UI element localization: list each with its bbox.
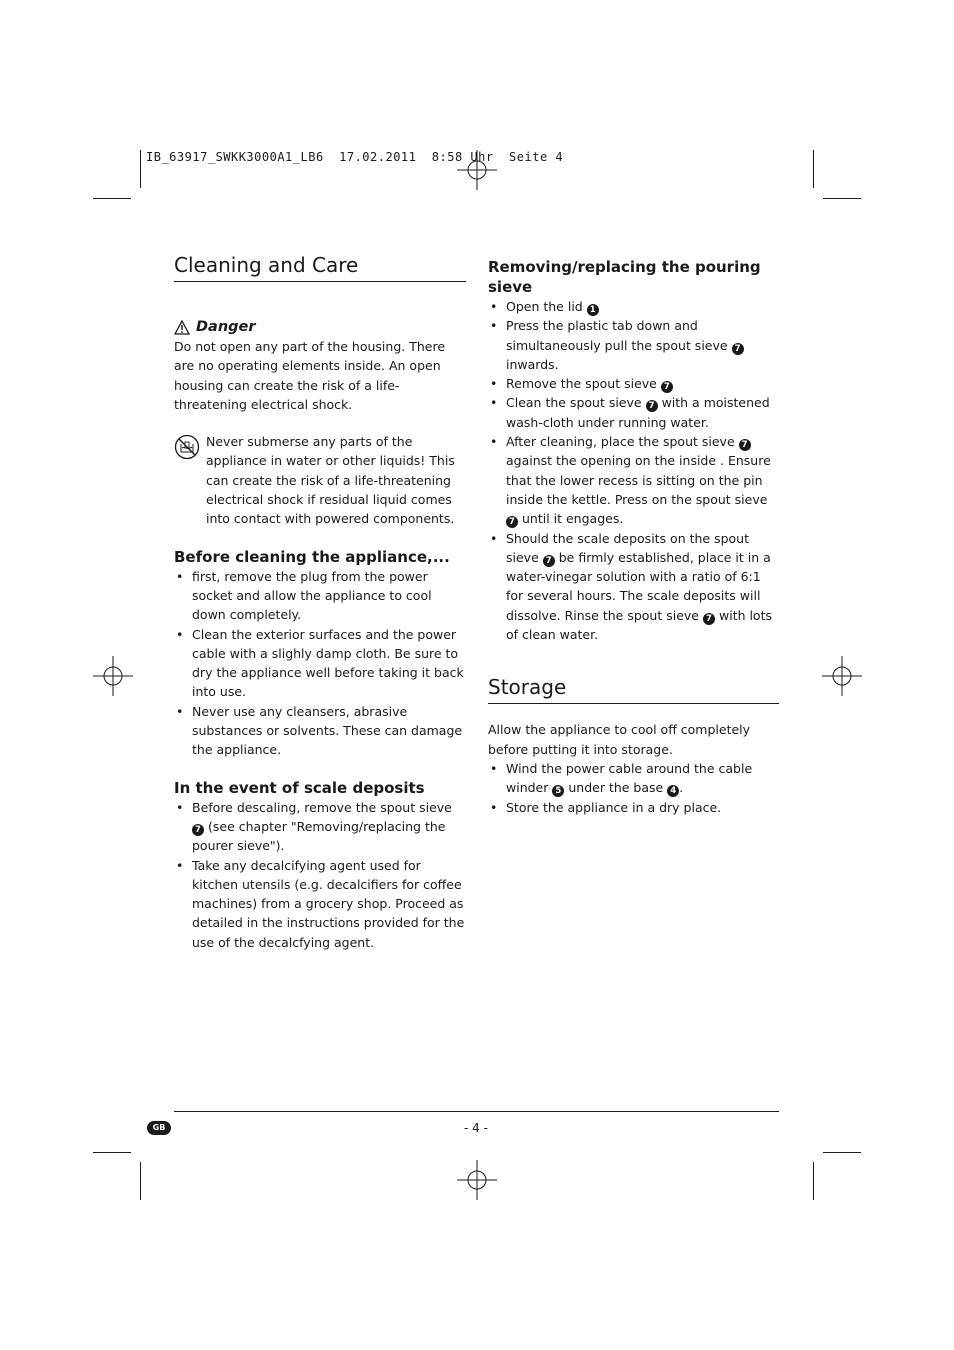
section-title-cleaning: Cleaning and Care [174, 252, 466, 282]
crop-mark [813, 150, 814, 188]
submerse-warning-block [174, 432, 466, 528]
registration-mark-icon [822, 656, 862, 696]
footer-divider [174, 1111, 779, 1112]
crop-mark [93, 198, 131, 199]
storage-intro: Allow the appliance to cool off completely before putting it into storage. [488, 722, 751, 757]
submerse-warning-text: Never submerse any parts of the appliance in water or other liquids! This can create the risk of a life-threatening electrical shock if residual liquid comes into contact with powered components. [206, 434, 455, 527]
danger-heading [174, 317, 466, 337]
list-item: • Take any decalcifying agent used for kitchen utensils (e.g. decalcifiers for coffee machines) from a grocery shop. Proceed as detailed in the instructions provided for the use of the decalcfying agent. [174, 856, 466, 952]
danger-text: Do not open any part of the housing. There are no operating elements inside. An open housing can create the risk of a life-threatening electrical shock. [174, 339, 446, 412]
list-item: • Should the scale deposits on the spout sieve 7 be firmly established, place it in a water-vinegar solution with a ratio of 6:1 for several hours. The scale deposits will dissolve. Rinse the spout sieve 7 with lots of clean water. [488, 529, 779, 645]
crop-mark [823, 198, 861, 199]
part-number-badge: 7 [739, 439, 751, 451]
scale-deposits-heading: In the event of scale deposits [174, 778, 425, 797]
section-title-storage: Storage [488, 674, 779, 704]
crop-mark [813, 1162, 814, 1200]
page-number: - 4 - [464, 1121, 488, 1135]
crop-mark [140, 1162, 141, 1200]
list-item: • Store the appliance in a dry place. [488, 798, 779, 817]
list-item: • Clean the spout sieve 7 with a moistened wash-cloth under running water. [488, 393, 779, 432]
part-number-badge: 5 [552, 785, 564, 797]
part-number-badge: 7 [703, 613, 715, 625]
language-badge: GB [147, 1121, 171, 1135]
part-number-badge: 7 [506, 516, 518, 528]
list-item: • After cleaning, place the spout sieve 7 against the opening on the inside . Ensure that the lower recess is sitting on the pin inside the kettle. Press on the spout sieve 7 until it engages. [488, 432, 779, 528]
registration-mark-icon [93, 656, 133, 696]
pouring-sieve-list [488, 297, 779, 644]
list-item: • Remove the spout sieve 7 [488, 374, 779, 393]
part-number-badge: 7 [543, 555, 555, 567]
list-item: • Before descaling, remove the spout sieve 7 (see chapter "Removing/replacing the pourer sieve"). [174, 798, 466, 856]
right-column [488, 257, 779, 817]
part-number-badge: 4 [667, 785, 679, 797]
part-number-badge: 7 [646, 400, 658, 412]
print-slug-line: IB_63917_SWKK3000A1_LB6 17.02.2011 8:58 Uhr Seite 4 [146, 150, 564, 164]
part-number-badge: 7 [192, 824, 204, 836]
list-item: • Never use any cleansers, abrasive substances or solvents. These can damage the appliance. [174, 702, 466, 760]
crop-mark [823, 1152, 861, 1153]
list-item: • Open the lid 1 [488, 297, 779, 316]
left-column [174, 252, 466, 952]
list-item: • Press the plastic tab down and simultaneously pull the spout sieve 7 inwards. [488, 316, 779, 374]
danger-label: Danger [196, 319, 256, 335]
no-submerse-icon [174, 434, 200, 460]
part-number-badge: 7 [661, 381, 673, 393]
registration-mark-icon [457, 1160, 497, 1200]
crop-mark [93, 1152, 131, 1153]
list-item: • first, remove the plug from the power socket and allow the appliance to cool down completely. [174, 567, 466, 625]
warning-triangle-icon [174, 320, 190, 335]
before-cleaning-heading: Before cleaning the appliance,... [174, 547, 450, 566]
part-number-badge: 7 [732, 343, 744, 355]
scale-deposits-list [174, 798, 466, 952]
list-item: • Clean the exterior surfaces and the power cable with a slighly damp cloth. Be sure to dry the appliance well before taking it back into use. [174, 625, 466, 702]
storage-list [488, 759, 779, 817]
before-cleaning-list [174, 567, 466, 760]
list-item: • Wind the power cable around the cable winder 5 under the base 4 . [488, 759, 779, 798]
part-number-badge: 1 [587, 304, 599, 316]
crop-mark [140, 150, 141, 188]
pouring-sieve-heading: Removing/replacing the pouring sieve [488, 258, 761, 296]
